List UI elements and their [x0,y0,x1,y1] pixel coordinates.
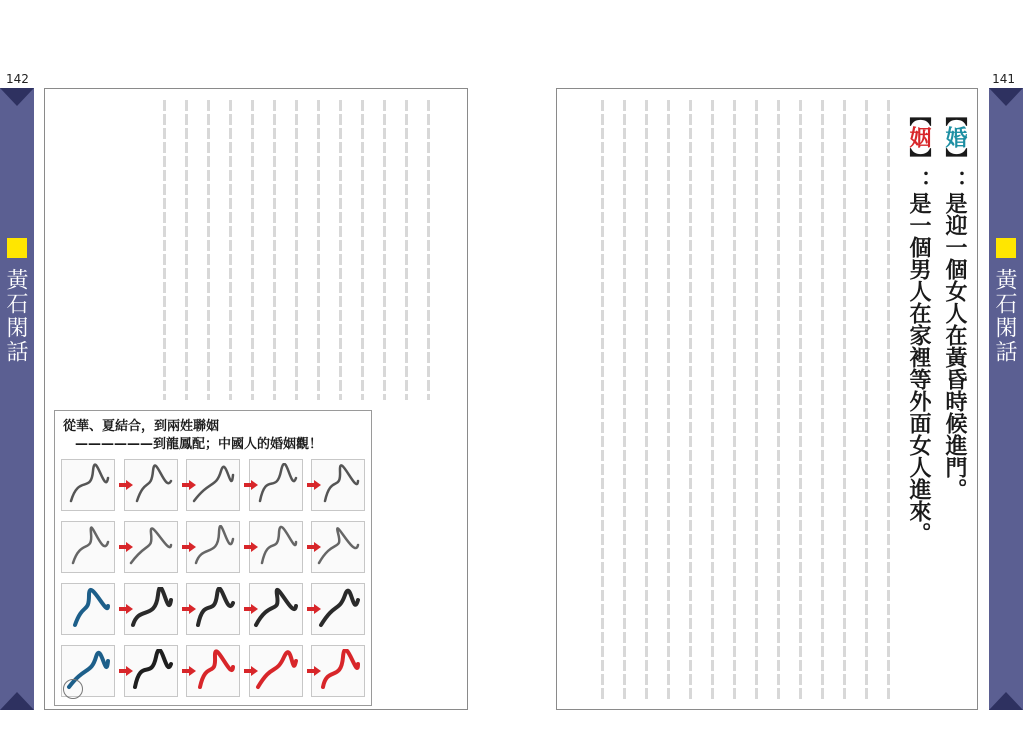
text-column-placeholder [711,100,714,700]
glyph-stroke [256,590,296,625]
text-column-placeholder [163,100,166,400]
text-column-placeholder [361,100,364,400]
text-column-placeholder [777,100,780,700]
glyph-stroke [200,651,233,687]
arrow-right-icon [307,480,308,490]
seal-icon [63,679,83,699]
figure-caption-line-2: ——————到龍鳳配；中國人的婚姻觀！ [75,437,323,452]
right-tab-bar [989,88,1023,710]
glyph-stroke [198,588,233,625]
text-column-placeholder [405,100,408,400]
arrow-right-icon [244,666,245,676]
bracket-close: 】 [906,148,932,170]
glyph-stroke [73,528,108,563]
text-column-placeholder [887,100,890,700]
heading-text-1: ：是迎一個女人在黃昏時候進門。 [942,170,968,500]
text-column-placeholder [185,100,188,400]
bracket-close: 】 [942,148,968,170]
glyph-stroke [75,590,108,625]
text-column-placeholder [317,100,320,400]
arrow-right-icon [244,604,245,614]
heading-text-2: ：是一個男人在家裡等外面女人進來。 [906,170,932,544]
glyph-row [61,643,365,699]
text-column-placeholder [601,100,604,700]
character-evolution-figure [54,410,372,706]
text-column-placeholder [843,100,846,700]
glyph-stroke [137,466,171,501]
arrow-right-icon [244,480,245,490]
arrow-right-icon [182,480,183,490]
text-column-placeholder [865,100,868,700]
arrow-right-icon [307,666,308,676]
text-column-placeholder [645,100,648,700]
arrow-right-icon [119,604,120,614]
text-column-placeholder [667,100,670,700]
page-number-left: 142 [6,72,29,86]
page-number-right: 141 [992,72,1015,86]
arrow-right-icon [307,604,308,614]
text-column-placeholder [251,100,254,400]
arrow-right-icon [182,604,183,614]
glyph-stroke [196,526,233,563]
right-page-body [560,100,890,700]
text-column-placeholder [207,100,210,400]
glyph-stroke [131,528,171,563]
arrow-right-icon [182,666,183,676]
heading-char-hun: 婚 [942,126,968,148]
glyph-stroke [135,650,171,687]
heading-char-yin: 姻 [906,126,932,148]
text-column-placeholder [339,100,342,400]
heading-line-1 [938,104,972,504]
glyph-stroke [323,650,358,687]
glyph-stroke [133,588,171,625]
left-page-body [100,100,430,400]
glyph-stroke [325,465,358,501]
arrow-right-icon [307,542,308,552]
glyph-stroke [319,528,358,563]
glyph-row [61,519,365,575]
tab-square-icon [7,238,27,258]
bracket-open: 【 [942,104,968,126]
glyph-stroke [260,464,296,501]
left-tab-bar [0,88,34,710]
glyph-stroke [258,652,296,687]
glyph-stroke [321,591,358,625]
glyph-stroke [194,467,233,501]
glyph-image [61,583,115,635]
glyph-image [61,521,115,573]
tab-square-icon [996,238,1016,258]
text-column-placeholder [273,100,276,400]
tab-title-right: 黃石閑話 [992,268,1017,364]
figure-caption-line-1: 從華、夏結合，到兩姓聯姻 [63,419,220,434]
glyph-stroke [71,465,108,501]
arrow-right-icon [182,542,183,552]
bracket-open: 【 [906,104,932,126]
text-column-placeholder [295,100,298,400]
text-column-placeholder [383,100,386,400]
glyph-image [61,459,115,511]
text-column-placeholder [689,100,692,700]
text-column-placeholder [427,100,430,400]
tab-title-left: 黃石閑話 [3,268,28,364]
text-column-placeholder [799,100,802,700]
arrow-right-icon [119,480,120,490]
heading-line-2 [902,104,936,544]
text-column-placeholder [733,100,736,700]
glyph-row [61,457,365,513]
text-column-placeholder [755,100,758,700]
text-column-placeholder [623,100,626,700]
text-column-placeholder [229,100,232,400]
arrow-right-icon [119,542,120,552]
glyph-row [61,581,365,637]
arrow-right-icon [244,542,245,552]
glyph-stroke [262,527,296,563]
arrow-right-icon [119,666,120,676]
text-column-placeholder [821,100,824,700]
